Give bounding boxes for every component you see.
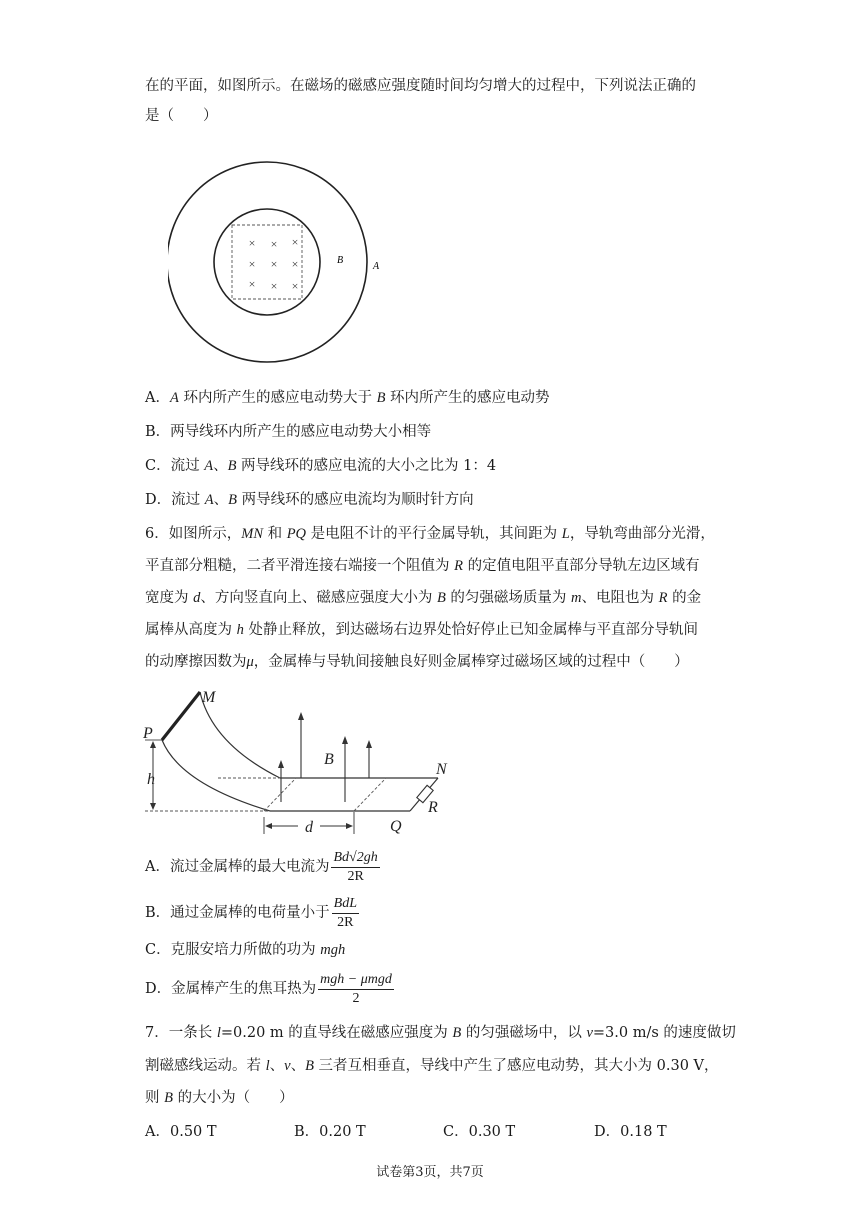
option-text: 流过 bbox=[171, 492, 205, 508]
label-q: Q bbox=[390, 818, 402, 835]
arrowhead bbox=[298, 712, 304, 720]
q6-stem-line2 bbox=[145, 556, 700, 576]
fraction-denominator: 2R bbox=[347, 868, 364, 884]
label-b: B bbox=[337, 255, 344, 266]
q6-option-d[interactable] bbox=[145, 970, 394, 1008]
field-mark: × bbox=[270, 279, 278, 293]
field-mark: × bbox=[291, 235, 299, 249]
option-prefix: A． bbox=[145, 859, 170, 875]
metal-bar bbox=[162, 692, 200, 740]
field-mark: × bbox=[248, 277, 256, 291]
option-text: 、 bbox=[213, 458, 228, 474]
arrowhead bbox=[265, 823, 272, 829]
stem-text: 的大小为（ ） bbox=[172, 1090, 294, 1106]
stem-text: 平直部分粗糙，二者平滑连接右端接一个阻值为 bbox=[145, 558, 455, 574]
q5-rings-figure bbox=[168, 157, 388, 367]
var-r: R bbox=[454, 558, 463, 574]
fraction-numerator: Bd√2gh bbox=[331, 849, 379, 868]
var-pq: PQ bbox=[286, 526, 307, 542]
page-footer: 试卷第3页，共7页 bbox=[376, 1165, 484, 1180]
var-b: B bbox=[436, 590, 446, 606]
q6-stem-line1 bbox=[145, 524, 715, 544]
option-prefix: B． bbox=[294, 1124, 320, 1140]
label-n: N bbox=[436, 761, 447, 778]
option-value: 0.50 T bbox=[169, 1124, 217, 1140]
field-mark: × bbox=[291, 279, 299, 293]
stem-text: 三者互相垂直，导线中产生了感应电动势，其大小为 0.30 V， bbox=[313, 1058, 719, 1074]
var-d: d bbox=[193, 590, 201, 606]
stem-text: 、方向竖直向上、磁感应强度大小为 bbox=[200, 590, 437, 606]
var-mn: MN bbox=[241, 526, 263, 542]
arrowhead bbox=[150, 741, 156, 748]
option-prefix: D． bbox=[145, 492, 172, 508]
label-a: A bbox=[373, 261, 380, 272]
option-text: 流过 bbox=[170, 458, 205, 474]
var-b: B bbox=[227, 458, 237, 474]
stem-text: 、 bbox=[269, 1058, 285, 1074]
stem-text: =3.0 m/s 的速度做切 bbox=[592, 1025, 736, 1041]
stem-text: 则 bbox=[145, 1090, 165, 1106]
var-m: m bbox=[571, 590, 582, 606]
field-mark: × bbox=[291, 257, 299, 271]
fraction bbox=[331, 849, 379, 886]
fraction bbox=[318, 971, 394, 1008]
q6-rails-figure bbox=[140, 684, 460, 844]
var-a: A bbox=[169, 390, 179, 406]
fraction-numerator: BdL bbox=[332, 895, 359, 914]
label-h: h bbox=[147, 771, 155, 788]
fraction-denominator: 2 bbox=[352, 990, 360, 1006]
var-b: B bbox=[305, 1058, 314, 1074]
var-a: A bbox=[204, 458, 214, 474]
option-text: 两导线环的感应电流的大小之比为 1：4 bbox=[236, 458, 497, 474]
field-mark: × bbox=[248, 257, 256, 271]
option-prefix: D． bbox=[145, 981, 172, 997]
option-text: 两导线环的感应电流均为顺时针方向 bbox=[236, 492, 474, 508]
expression: mgh bbox=[320, 942, 346, 958]
label-p: P bbox=[143, 725, 153, 742]
option-text: 、 bbox=[213, 492, 229, 508]
var-b: B bbox=[164, 1090, 173, 1106]
var-b: B bbox=[452, 1025, 462, 1041]
arrowhead bbox=[366, 740, 372, 748]
option-text: 金属棒产生的焦耳热为 bbox=[171, 981, 317, 997]
q6-stem-line4 bbox=[145, 620, 698, 640]
option-prefix: C． bbox=[443, 1124, 469, 1140]
option-value: 0.18 T bbox=[620, 1124, 667, 1140]
arrowhead bbox=[342, 736, 348, 744]
label-b: B bbox=[324, 751, 334, 768]
field-mark: × bbox=[270, 257, 278, 271]
q5-stem-line2: 是（ ） bbox=[145, 108, 218, 124]
q7-option-b[interactable] bbox=[294, 1122, 366, 1142]
q6-stem-line5 bbox=[145, 652, 689, 672]
stem-text: 7．一条长 bbox=[145, 1025, 217, 1041]
var-r: R bbox=[658, 590, 668, 606]
q7-option-d[interactable] bbox=[594, 1122, 667, 1142]
option-prefix: A． bbox=[145, 390, 170, 406]
var-mu: μ bbox=[246, 654, 254, 670]
var-b: B bbox=[376, 390, 386, 406]
field-boundary-right bbox=[354, 778, 386, 811]
stem-text: 的匀强磁场中，以 bbox=[461, 1025, 587, 1041]
fraction bbox=[332, 895, 359, 932]
stem-text: 如图所示， bbox=[168, 526, 242, 542]
option-prefix: A． bbox=[145, 1124, 170, 1140]
q6-option-b[interactable] bbox=[145, 894, 359, 932]
option-text: 流过金属棒的最大电流为 bbox=[169, 859, 330, 875]
q7-stem-line3 bbox=[145, 1088, 294, 1108]
var-l: l bbox=[216, 1025, 221, 1041]
option-prefix: C． bbox=[145, 942, 171, 958]
stem-text: 的金 bbox=[667, 590, 702, 606]
field-boundary-left bbox=[264, 778, 296, 811]
option-text: 通过金属棒的电荷量小于 bbox=[170, 905, 330, 921]
stem-text: ，金属棒与导轨间接触良好则金属棒穿过磁场区域的过程中（ ） bbox=[253, 654, 689, 670]
var-b: B bbox=[228, 492, 237, 508]
question-number: 6． bbox=[145, 526, 169, 542]
option-text: 两导线环内所产生的感应电动势大小相等 bbox=[170, 424, 432, 440]
stem-text: 的匀强磁场质量为 bbox=[445, 590, 572, 606]
arrowhead bbox=[346, 823, 353, 829]
stem-text: 和 bbox=[262, 526, 287, 542]
label-d: d bbox=[305, 819, 313, 836]
q7-option-a[interactable] bbox=[145, 1122, 217, 1142]
q5-stem-line1: 在的平面，如图所示。在磁场的磁感应强度随时间均匀增大的过程中，下列说法正确的 bbox=[145, 78, 696, 94]
option-text: 环内所产生的感应电动势 bbox=[385, 390, 550, 406]
q6-option-a[interactable] bbox=[145, 848, 380, 886]
q6-stem-line3 bbox=[145, 588, 701, 608]
label-r: R bbox=[428, 799, 438, 816]
option-prefix: D． bbox=[594, 1124, 621, 1140]
stem-text: 属棒从高度为 bbox=[145, 622, 237, 638]
stem-text: 是电阻不计的平行金属导轨，其间距为 bbox=[306, 526, 562, 542]
option-value: 0.30 T bbox=[468, 1124, 516, 1140]
stem-text: 宽度为 bbox=[145, 590, 194, 606]
option-prefix: B． bbox=[145, 905, 171, 921]
var-v: v bbox=[284, 1058, 291, 1074]
field-mark: × bbox=[270, 237, 278, 251]
q5-option-b[interactable] bbox=[145, 422, 431, 442]
stem-text: 、 bbox=[290, 1058, 306, 1074]
arrowhead bbox=[278, 760, 284, 768]
option-text: 克服安培力所做的功为 bbox=[170, 942, 321, 958]
stem-text: ，导轨弯曲部分光滑， bbox=[569, 526, 715, 542]
stem-text: 处静止释放，到达磁场右边界处恰好停止已知金属棒与平直部分导轨间 bbox=[243, 622, 698, 638]
stem-text: 的定值电阻平直部分导轨左边区域有 bbox=[462, 558, 700, 574]
label-m: M bbox=[202, 689, 216, 706]
rail-p-curve bbox=[162, 740, 270, 811]
q7-stem-line2 bbox=[145, 1056, 719, 1076]
field-mark: × bbox=[248, 236, 256, 250]
option-prefix: C． bbox=[145, 458, 171, 474]
q5-option-c[interactable] bbox=[145, 456, 496, 476]
q6-option-c[interactable] bbox=[145, 940, 345, 960]
fraction-denominator: 2R bbox=[337, 914, 354, 930]
arrowhead bbox=[150, 803, 156, 810]
q5-option-a[interactable] bbox=[145, 388, 550, 408]
var-l: L bbox=[561, 526, 570, 542]
stem-text: 的动摩擦因数为 bbox=[145, 654, 247, 670]
var-h: h bbox=[236, 622, 244, 638]
fraction-numerator: mgh − μmgd bbox=[318, 971, 394, 990]
option-prefix: B． bbox=[145, 424, 171, 440]
var-l: l bbox=[265, 1058, 270, 1074]
q7-stem-line1 bbox=[145, 1023, 736, 1043]
stem-text: 割磁感线运动。若 bbox=[145, 1058, 266, 1074]
option-value: 0.20 T bbox=[319, 1124, 366, 1140]
var-v: v bbox=[586, 1025, 593, 1041]
q5-option-d[interactable] bbox=[145, 490, 474, 510]
stem-text: =0.20 m 的直导线在磁感应强度为 bbox=[220, 1025, 453, 1041]
var-a: A bbox=[204, 492, 214, 508]
stem-text: 、电阻也为 bbox=[581, 590, 659, 606]
option-text: 环内所产生的感应电动势大于 bbox=[178, 390, 377, 406]
q7-option-c[interactable] bbox=[443, 1122, 515, 1142]
